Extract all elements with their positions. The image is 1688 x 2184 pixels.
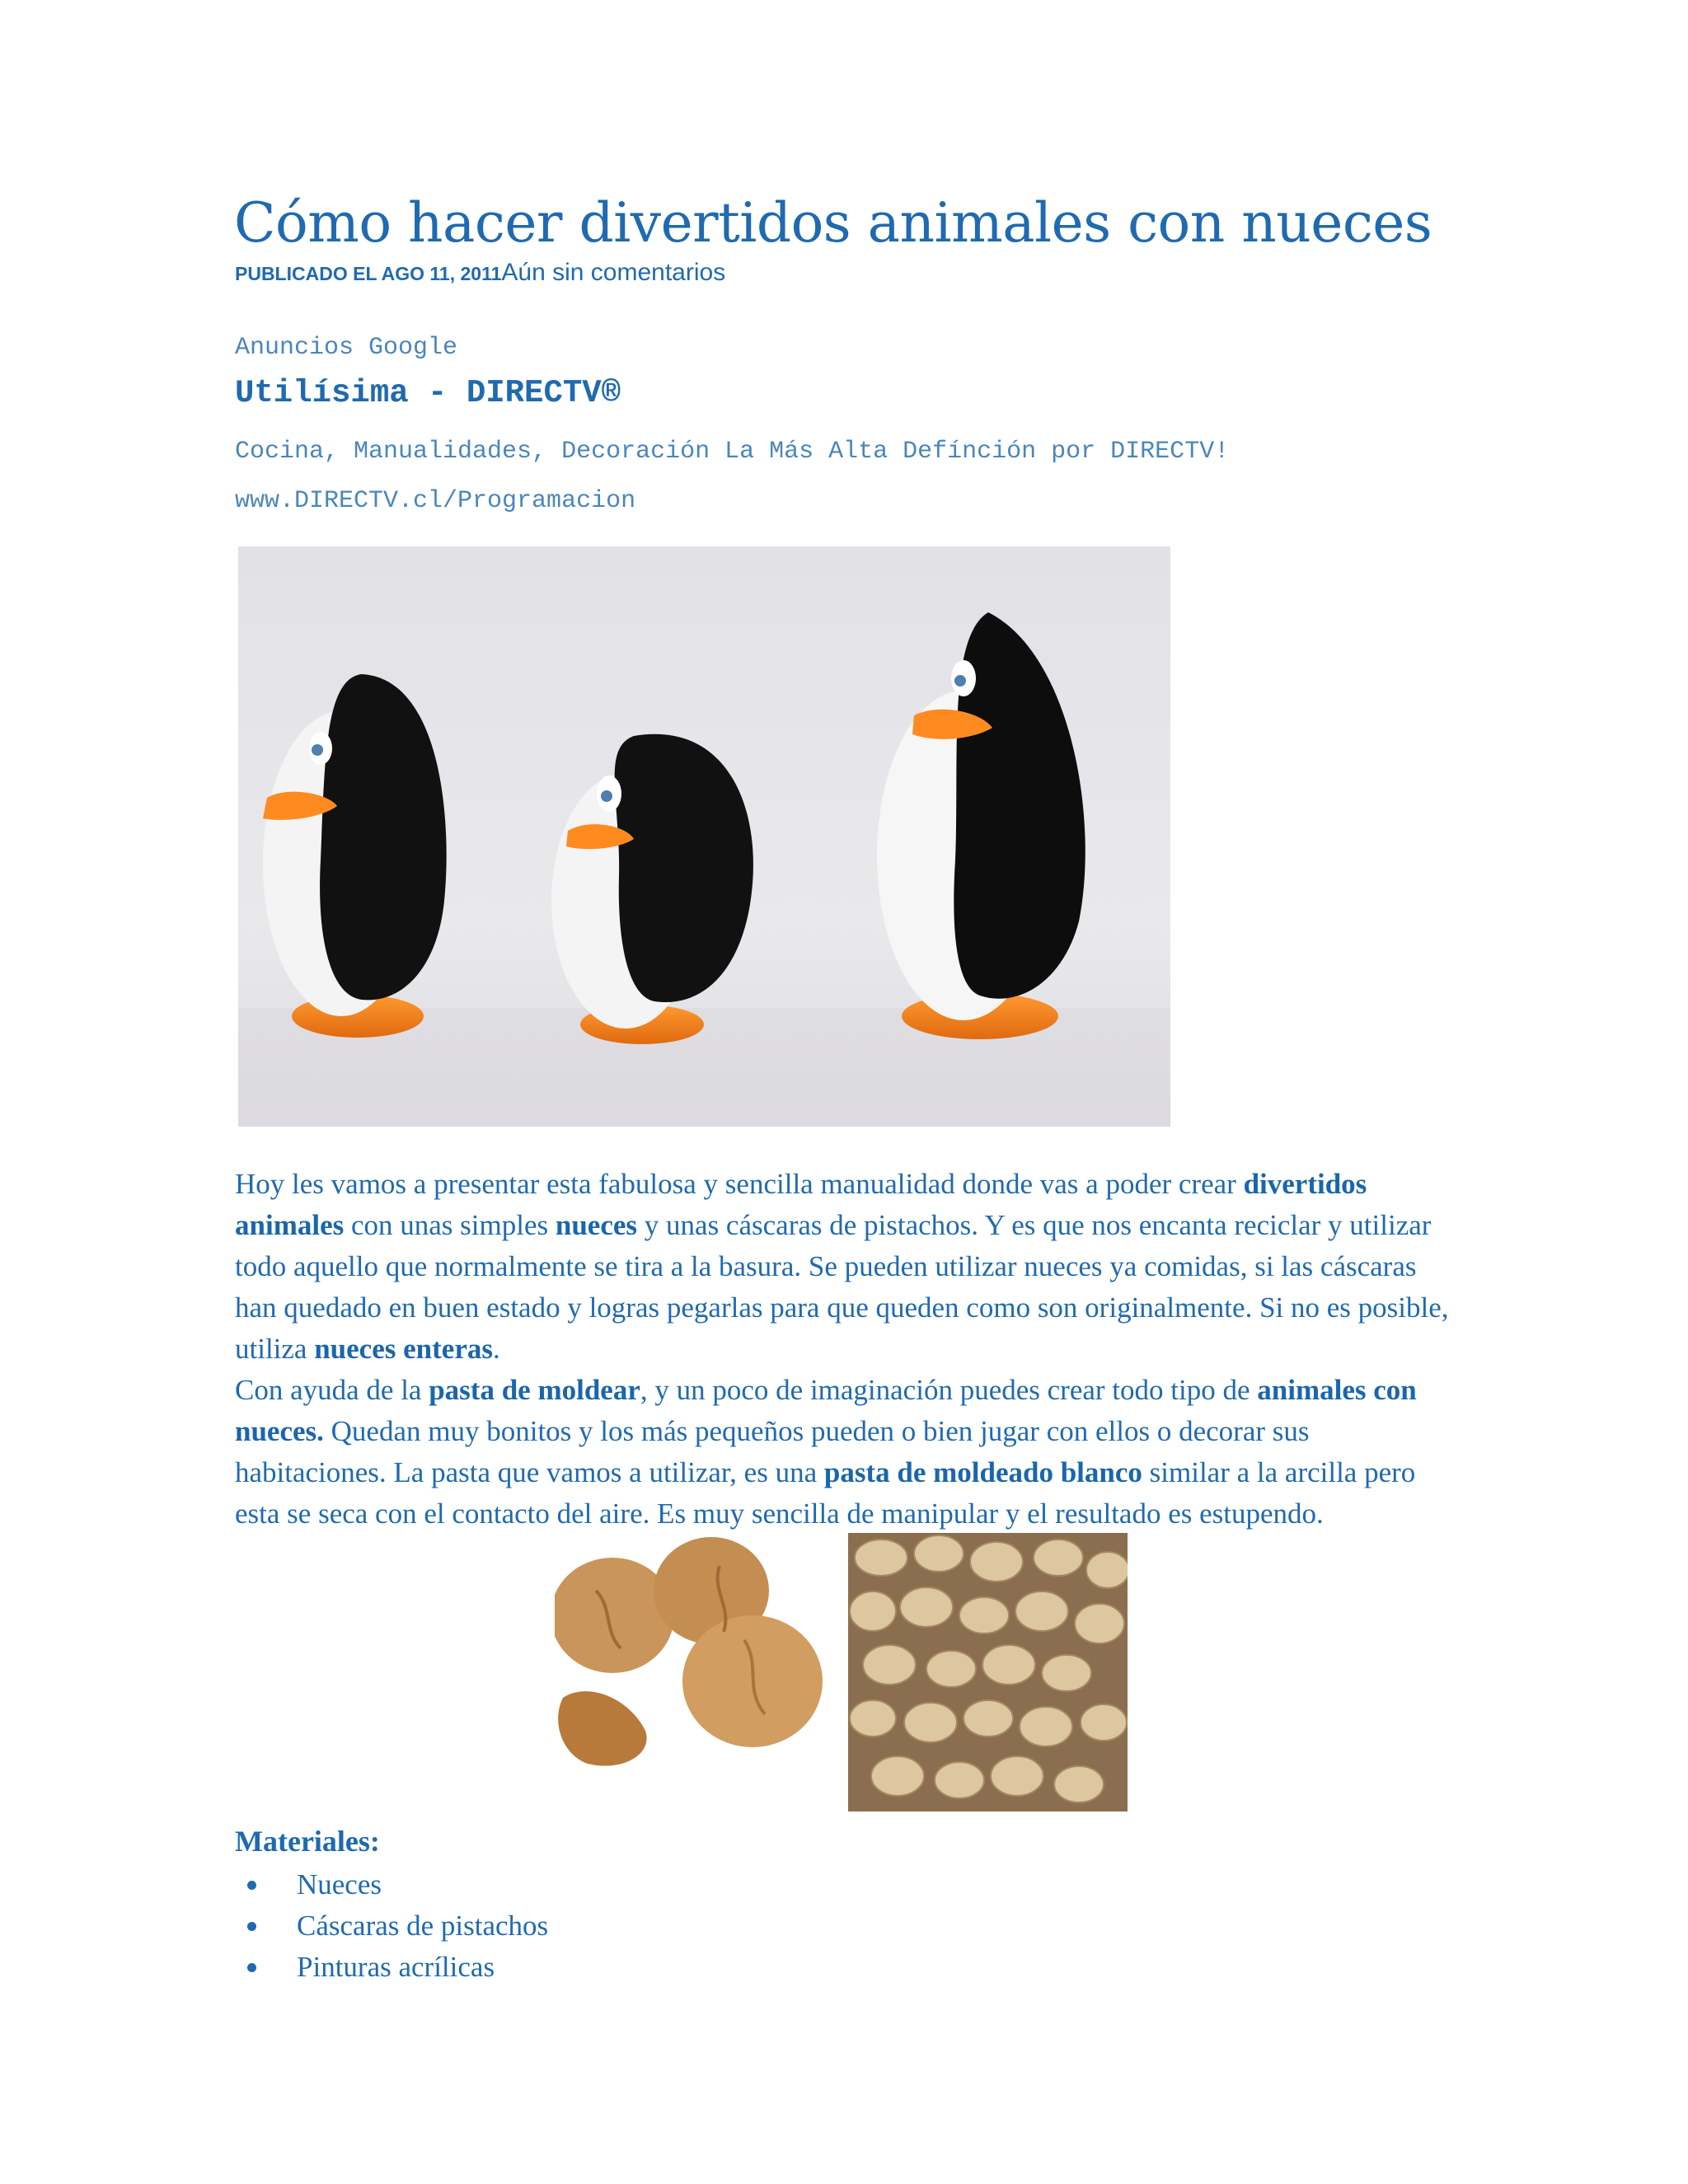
materials-item: Nueces bbox=[235, 1864, 548, 1905]
bold-keyword: nueces bbox=[555, 1209, 638, 1241]
bold-keyword: pasta de moldeado blanco bbox=[823, 1456, 1142, 1488]
materials-list bbox=[235, 1864, 548, 1988]
bullet-icon bbox=[247, 1963, 256, 1972]
materials-heading: Materiales: bbox=[235, 1825, 380, 1858]
comments-link[interactable]: Aún sin comentarios bbox=[501, 259, 726, 286]
materials-item: Cáscaras de pistachos bbox=[235, 1905, 548, 1947]
bold-keyword: animales con nueces. bbox=[235, 1374, 1417, 1447]
penguins-photo bbox=[238, 546, 1170, 1127]
article-body bbox=[235, 1164, 1463, 1535]
text-run: , y un poco de imaginación puedes crear todo tipo de bbox=[640, 1374, 1258, 1406]
bold-keyword: pasta de moldear bbox=[429, 1374, 640, 1406]
bold-keyword: nueces enteras bbox=[314, 1333, 493, 1365]
ads-label[interactable]: Anuncios Google bbox=[235, 334, 458, 362]
bullet-icon bbox=[247, 1881, 256, 1890]
walnuts-photo bbox=[555, 1533, 835, 1793]
materials-item: Pinturas acrílicas bbox=[235, 1947, 548, 1988]
text-run: Hoy les vamos a presentar esta fabulosa y sencilla manualidad donde vas a poder crear bbox=[235, 1168, 1244, 1200]
bullet-icon bbox=[247, 1922, 256, 1931]
pistachios-photo bbox=[848, 1533, 1128, 1811]
text-run: con unas simples bbox=[344, 1209, 556, 1241]
publish-date: PUBLICADO EL AGO 11, 2011 bbox=[235, 263, 502, 284]
ad-description[interactable]: Cocina, Manualidades, Decoración La Más Alta Defínción por DIRECTV! www.DIRECTV.cl/Programacion bbox=[235, 438, 1230, 515]
text-run: . bbox=[492, 1333, 500, 1365]
text-run: Quedan muy bonitos y los más pequeños pueden o bien jugar con ellos o decorar sus habitaciones. La pasta que vamos a utilizar, es una bbox=[235, 1415, 1310, 1488]
body-paragraph-1 bbox=[235, 1164, 1463, 1370]
text-run: y unas cáscaras de pistachos. Y es que nos encanta reciclar y utilizar todo aquello que normalmente se tira a la basura. Se pueden utilizar nueces ya comidas, si las cáscaras han quedado en buen estado y logras pegarlas para que queden como son originalmente. Si no es posible, utiliza bbox=[235, 1209, 1449, 1365]
text-run: Con ayuda de la bbox=[235, 1374, 429, 1406]
bold-keyword: divertidos animales bbox=[235, 1168, 1367, 1241]
text-run: similar a la arcilla pero esta se seca con el contacto del aire. Es muy sencilla de manipular y el resultado es estupendo. bbox=[235, 1456, 1416, 1530]
article-title: Cómo hacer divertidos animales con nueces bbox=[234, 191, 1432, 255]
ad-title-link[interactable]: Utilísima - DIRECTV® bbox=[235, 375, 621, 411]
article-meta bbox=[235, 259, 725, 287]
body-paragraph-2 bbox=[235, 1370, 1463, 1535]
